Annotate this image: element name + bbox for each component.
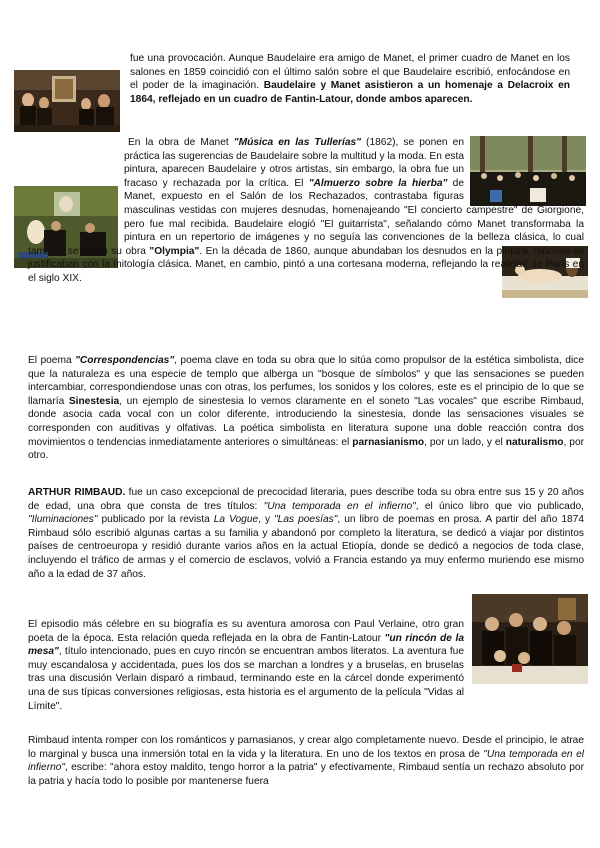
work-temporada-infierno: "Una temporada en el infierno" xyxy=(263,500,416,512)
paragraph-verlaine xyxy=(28,618,464,713)
intro-bold: Baudelaire y Manet asistieron a un homenaje a Delacroix en 1864, reflejado en un cuadro de Fantin-Latour, donde ambos aparecen. xyxy=(130,80,570,105)
intro-text: fue una provocación. Aunque Baudelaire era amigo de Manet, el primer cuadro de Manet en los salones en 1859 coincidió con el último salón sobre el que Baudelaire escribió, enfocándose en el poder de la imaginación. xyxy=(130,53,570,92)
work-temporada-infierno-2: "Una temporada en el infierno" xyxy=(28,748,584,774)
verlaine-text-b: , título intencionado, pues en cuyo rincón se encuentran ambos literatos. La aventura fue muy escandalosa y accidentada, pues los dos se marchan a londres y a bruselas, en bruselas tras una discusión Verlain disparó a rimbaud, terminando este en la cárcel donde experimentó una de sus típicas conversiones religiosas, esta historia es el argumento de la película "Vidas al Límite". xyxy=(28,646,464,712)
painting-homage-delacroix xyxy=(14,70,120,132)
rimbaud-text-a: fue un caso excepcional de precocidad literaria, pues describe toda su obra entre sus 15 y 20 años de edad, una obra que consta de tres títulos: xyxy=(28,487,584,512)
corr-text-a: El poema xyxy=(28,355,76,366)
paragraph-correspondencias xyxy=(28,354,584,463)
romper-text-a: Rimbaud intenta romper con los románticos y parnasianos, y crear algo completamente nuevo. Desde el principio, le atrae lo marginal y busca una inmersión total en la vida y la literatura. En uno de los textos en prosa de xyxy=(28,735,584,760)
rimbaud-text-d: , y xyxy=(258,514,275,526)
rimbaud-text-b: , el único libro que vio publicado, xyxy=(415,500,584,512)
keyword-parnasianismo: parnasianismo xyxy=(352,436,425,448)
paragraph-romper xyxy=(28,734,584,788)
title-correspondencias: "Correspondencias" xyxy=(75,355,175,366)
rimbaud-text-e: , un libro de poemas en prosa. A partir del año 1874 Rimbaud sólo escribió algunas cartas a su familia y abandonó por completo la literatura, se dedicó a viajar por distintos países de centroeuropa y residió durante varios años en la actual Etiopía, donde se dedicó a negocios de toda clase, incluyendo el tráfico de armas y el comercio de esclavos, volvió a Francia estando ya muy enfermo muriendo ese mismo año a la edad de 37 años. xyxy=(28,514,585,580)
title-almuerzo-hierba: "Almuerzo sobre la hierba" xyxy=(308,177,448,189)
romper-text-b: , escribe: "ahora estoy maldito, tengo horror a la patria" y efectivamente, Rimbaud sentía un rechazo absoluto por la patria y hacía todo lo posible por mantenerse fuera xyxy=(28,762,584,787)
corr-text-c: , un ejemplo de sinestesia lo vemos claramente en el soneto "Las vocales" que escribe Rimbaud, donde asocia cada vocal con un color diferente, introduciendo la sinestesia, donde las sensaciones visuales se corresponden con auditivas y olfativas. La poética simbolista en literatura supone una doble reacción contra dos movimientos o tendencias inmediatamente anteriores o simultáneas: el xyxy=(28,395,584,448)
work-iluminaciones: "Iluminaciones" xyxy=(28,514,98,526)
keyword-sinestesia: Sinestesia xyxy=(68,395,120,407)
manet-text-d: . En la década de 1860, aunque abundaban los desnudos en la pintura, muchos se justificaban con la mitología clásica. Manet, en cambio, pintó a una cortesana moderna, reflejando la realidad de París en el siglo XIX. xyxy=(28,245,584,284)
rimbaud-text-c: publicado por la revista xyxy=(97,514,214,526)
corr-text-b: , poema clave en toda su obra que lo sitúa como propulsor de la estética simbolista, dice que la naturaleza es una especie de templo que alberga un "bosque de símbolos" y que las sensaciones se pueden intercambiar, correspondiendose unas con otras, los perfumes, los sonidos y los colores, este es el principio de lo que se llamaría xyxy=(28,355,584,407)
manet-text-c: de Manet, expuesto en el Salón de los Rechazados, contrastaba figuras masculinas vestidas con mujeres desnudas, homenajeando "El concierto campestre" de Giorgione, pero fue mal recibida. Baudelaire elogió "El guitarrista", señalando cómo Manet transformaba la pintura en un repertorio de imágenes y no seguía las convenciones de la belleza clásica, lo cual también se ve en su obra xyxy=(28,177,584,257)
painting-corner-of-table xyxy=(472,594,588,684)
keyword-naturalismo: naturalismo xyxy=(505,436,564,448)
verlaine-text-a: El episodio más célebre en su biografía es su aventura amorosa con Paul Verlaine, otro gran poeta de la época. Esta relación queda reflejada en la obra de Fantin-Latour xyxy=(28,619,464,644)
manet-text-b: (1862), se ponen en práctica las sugerencias de Baudelaire sobre la multitud y la moda. En esta pintura, aparecen Baudelaire y otros artistas, sin embargo, la obra fue un fracaso y rechazada por la crítica. El xyxy=(124,137,464,189)
manet-text-a: En la obra de Manet xyxy=(128,137,234,148)
corr-text-e: , por otro. xyxy=(28,436,585,462)
work-las-poesias: "Las poesías" xyxy=(274,514,338,526)
corr-text-d: , por un lado, y el xyxy=(424,436,506,448)
paragraph-manet xyxy=(28,136,584,286)
journal-la-vogue: La Vogue xyxy=(213,514,259,526)
heading-arthur-rimbaud: ARTHUR RIMBAUD. xyxy=(28,487,126,498)
title-rincon-mesa: "un rincón de la mesa" xyxy=(28,632,464,658)
paragraph-intro xyxy=(130,52,570,106)
title-musica-tullerias: "Música en las Tullerías" xyxy=(233,137,361,148)
paragraph-rimbaud xyxy=(28,486,584,581)
title-olympia: "Olympia" xyxy=(149,245,200,257)
